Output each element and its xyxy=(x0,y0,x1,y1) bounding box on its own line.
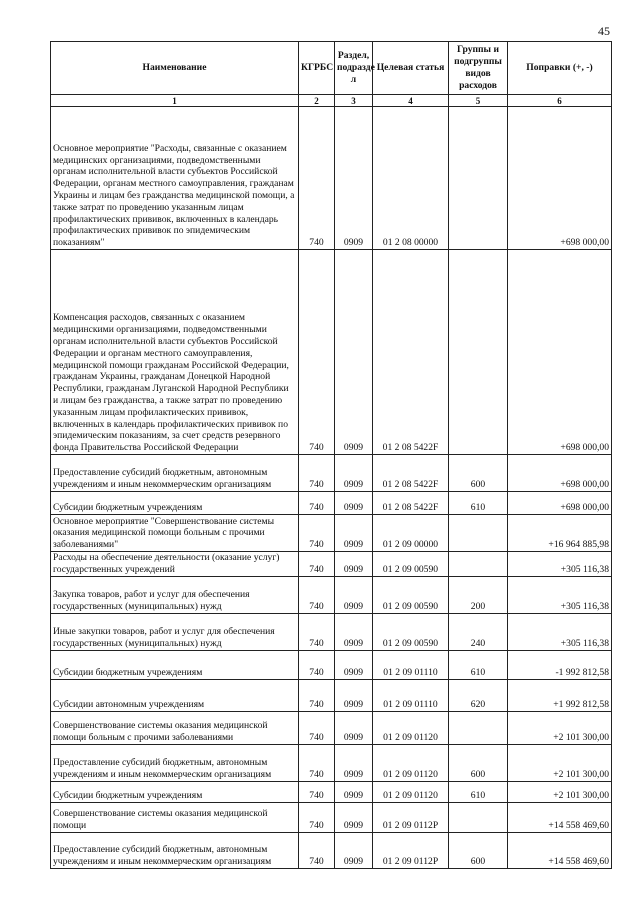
row-amount: +305 116,38 xyxy=(508,613,612,650)
table-row xyxy=(51,515,612,552)
row-expense-group: 600 xyxy=(449,744,508,781)
row-section: 0909 xyxy=(335,802,373,832)
row-name: Субсидии бюджетным учреждениям xyxy=(51,492,299,515)
row-target-article: 01 2 08 5422F xyxy=(373,250,449,455)
row-name: Субсидии автономным учреждениям xyxy=(51,679,299,711)
row-name: Компенсация расходов, связанных с оказанием медицинскими организациями, подведомственными органам исполнительной власти субъектов Российской Федерации и органам местного самоуправления, медицинской помощи гражданам Российской Федерации, гражданам Украины, гражданам Донецкой Народной Республики, гражданам Луганской Народной Республики и лицам без гражданства, а также затрат по проведению указанным лицам профилактических прививок, включенных в календарь профилактических прививок по эпидемическим показаниям, за счет средств резервного фонда Правительства Российской Федерации xyxy=(51,250,299,455)
col-header-name: Наименование xyxy=(51,42,299,95)
row-expense-group: 620 xyxy=(449,679,508,711)
row-target-article: 01 2 09 01110 xyxy=(373,650,449,679)
row-amount: +1 992 812,58 xyxy=(508,679,612,711)
col-header-groups: Группы и подгруппы видов расходов xyxy=(449,42,508,95)
col-number: 3 xyxy=(335,95,373,107)
row-kgrbs: 740 xyxy=(299,107,335,250)
row-kgrbs: 740 xyxy=(299,492,335,515)
row-section: 0909 xyxy=(335,650,373,679)
col-header-target: Целевая статья xyxy=(373,42,449,95)
row-amount: +14 558 469,60 xyxy=(508,802,612,832)
table-row xyxy=(51,107,612,250)
row-target-article: 01 2 09 01120 xyxy=(373,781,449,802)
row-target-article: 01 2 09 0112P xyxy=(373,802,449,832)
row-name: Совершенствование системы оказания медицинской помощи больным с прочими заболеваниями xyxy=(51,711,299,744)
table-row xyxy=(51,492,612,515)
table-row xyxy=(51,781,612,802)
row-name: Основное мероприятие "Совершенствование системы оказания медицинской помощи больным с прочими заболеваниями" xyxy=(51,515,299,552)
row-expense-group: 200 xyxy=(449,576,508,613)
col-number: 2 xyxy=(299,95,335,107)
page-number: 45 xyxy=(598,24,610,38)
row-expense-group xyxy=(449,107,508,250)
row-name: Основное мероприятие "Расходы, связанные с оказанием медицинских организациями, подведомственными органам исполнительной власти субъектов Российской Федерации, органам местного самоуправления, гражданам Украины и лицам без гражданства медицинской помощи, а также затрат по проведению указанным лицам профилактических прививок, включенных в календарь профилактических прививок по эпидемическим показаниям" xyxy=(51,107,299,250)
row-amount: +305 116,38 xyxy=(508,552,612,577)
row-expense-group: 610 xyxy=(449,650,508,679)
row-section: 0909 xyxy=(335,455,373,492)
column-number-row xyxy=(51,95,612,107)
header-row xyxy=(51,42,612,95)
row-amount: +2 101 300,00 xyxy=(508,711,612,744)
row-name: Иные закупки товаров, работ и услуг для обеспечения государственных (муниципальных) нужд xyxy=(51,613,299,650)
row-kgrbs: 740 xyxy=(299,650,335,679)
row-kgrbs: 740 xyxy=(299,832,335,868)
row-kgrbs: 740 xyxy=(299,744,335,781)
table-row xyxy=(51,250,612,455)
row-kgrbs: 740 xyxy=(299,552,335,577)
row-name: Предоставление субсидий бюджетным, автономным учреждениям и иным некоммерческим организациям xyxy=(51,744,299,781)
table-row xyxy=(51,613,612,650)
row-name: Предоставление субсидий бюджетным, автономным учреждениям и иным некоммерческим организациям xyxy=(51,455,299,492)
row-section: 0909 xyxy=(335,781,373,802)
row-kgrbs: 740 xyxy=(299,455,335,492)
row-section: 0909 xyxy=(335,613,373,650)
col-number: 5 xyxy=(449,95,508,107)
row-name: Закупка товаров, работ и услуг для обеспечения государственных (муниципальных) нужд xyxy=(51,576,299,613)
table-row xyxy=(51,576,612,613)
col-number: 4 xyxy=(373,95,449,107)
row-expense-group: 240 xyxy=(449,613,508,650)
col-number: 1 xyxy=(51,95,299,107)
col-header-section: Раздел, подразде л xyxy=(335,42,373,95)
row-expense-group: 610 xyxy=(449,781,508,802)
row-expense-group xyxy=(449,515,508,552)
row-target-article: 01 2 08 5422F xyxy=(373,455,449,492)
row-name: Субсидии бюджетным учреждениям xyxy=(51,781,299,802)
row-section: 0909 xyxy=(335,250,373,455)
row-target-article: 01 2 09 01120 xyxy=(373,711,449,744)
row-amount: +698 000,00 xyxy=(508,455,612,492)
row-name: Совершенствование системы оказания медицинской помощи xyxy=(51,802,299,832)
table-row xyxy=(51,711,612,744)
row-kgrbs: 740 xyxy=(299,613,335,650)
budget-amendments-table xyxy=(50,41,612,869)
row-target-article: 01 2 08 00000 xyxy=(373,107,449,250)
row-target-article: 01 2 09 00590 xyxy=(373,552,449,577)
col-header-kgrbs: КГРБС xyxy=(299,42,335,95)
row-section: 0909 xyxy=(335,711,373,744)
row-target-article: 01 2 09 0112P xyxy=(373,832,449,868)
row-expense-group: 610 xyxy=(449,492,508,515)
row-amount: -1 992 812,58 xyxy=(508,650,612,679)
row-kgrbs: 740 xyxy=(299,781,335,802)
row-section: 0909 xyxy=(335,744,373,781)
col-header-amendments: Поправки (+, -) xyxy=(508,42,612,95)
row-kgrbs: 740 xyxy=(299,515,335,552)
table-row xyxy=(51,650,612,679)
row-amount: +305 116,38 xyxy=(508,576,612,613)
row-expense-group xyxy=(449,711,508,744)
row-amount: +698 000,00 xyxy=(508,250,612,455)
table-row xyxy=(51,552,612,577)
row-amount: +14 558 469,60 xyxy=(508,832,612,868)
row-amount: +16 964 885,98 xyxy=(508,515,612,552)
row-kgrbs: 740 xyxy=(299,250,335,455)
row-expense-group xyxy=(449,250,508,455)
row-target-article: 01 2 08 5422F xyxy=(373,492,449,515)
row-amount: +2 101 300,00 xyxy=(508,781,612,802)
col-number: 6 xyxy=(508,95,612,107)
table-row xyxy=(51,802,612,832)
row-target-article: 01 2 09 01120 xyxy=(373,744,449,781)
table-row xyxy=(51,832,612,868)
row-expense-group: 600 xyxy=(449,455,508,492)
row-name: Субсидии бюджетным учреждениям xyxy=(51,650,299,679)
table-row xyxy=(51,455,612,492)
row-name: Предоставление субсидий бюджетным, автономным учреждениям и иным некоммерческим организациям xyxy=(51,832,299,868)
table-row xyxy=(51,744,612,781)
row-target-article: 01 2 09 00590 xyxy=(373,576,449,613)
row-section: 0909 xyxy=(335,552,373,577)
row-section: 0909 xyxy=(335,576,373,613)
row-section: 0909 xyxy=(335,679,373,711)
row-kgrbs: 740 xyxy=(299,679,335,711)
row-kgrbs: 740 xyxy=(299,576,335,613)
row-amount: +698 000,00 xyxy=(508,107,612,250)
row-section: 0909 xyxy=(335,492,373,515)
row-target-article: 01 2 09 01110 xyxy=(373,679,449,711)
row-amount: +2 101 300,00 xyxy=(508,744,612,781)
row-target-article: 01 2 09 00000 xyxy=(373,515,449,552)
row-kgrbs: 740 xyxy=(299,802,335,832)
row-expense-group xyxy=(449,552,508,577)
row-section: 0909 xyxy=(335,832,373,868)
row-section: 0909 xyxy=(335,515,373,552)
row-expense-group: 600 xyxy=(449,832,508,868)
row-target-article: 01 2 09 00590 xyxy=(373,613,449,650)
table-row xyxy=(51,679,612,711)
row-amount: +698 000,00 xyxy=(508,492,612,515)
row-kgrbs: 740 xyxy=(299,711,335,744)
row-section: 0909 xyxy=(335,107,373,250)
row-name: Расходы на обеспечение деятельности (оказание услуг) государственных учреждений xyxy=(51,552,299,577)
row-expense-group xyxy=(449,802,508,832)
